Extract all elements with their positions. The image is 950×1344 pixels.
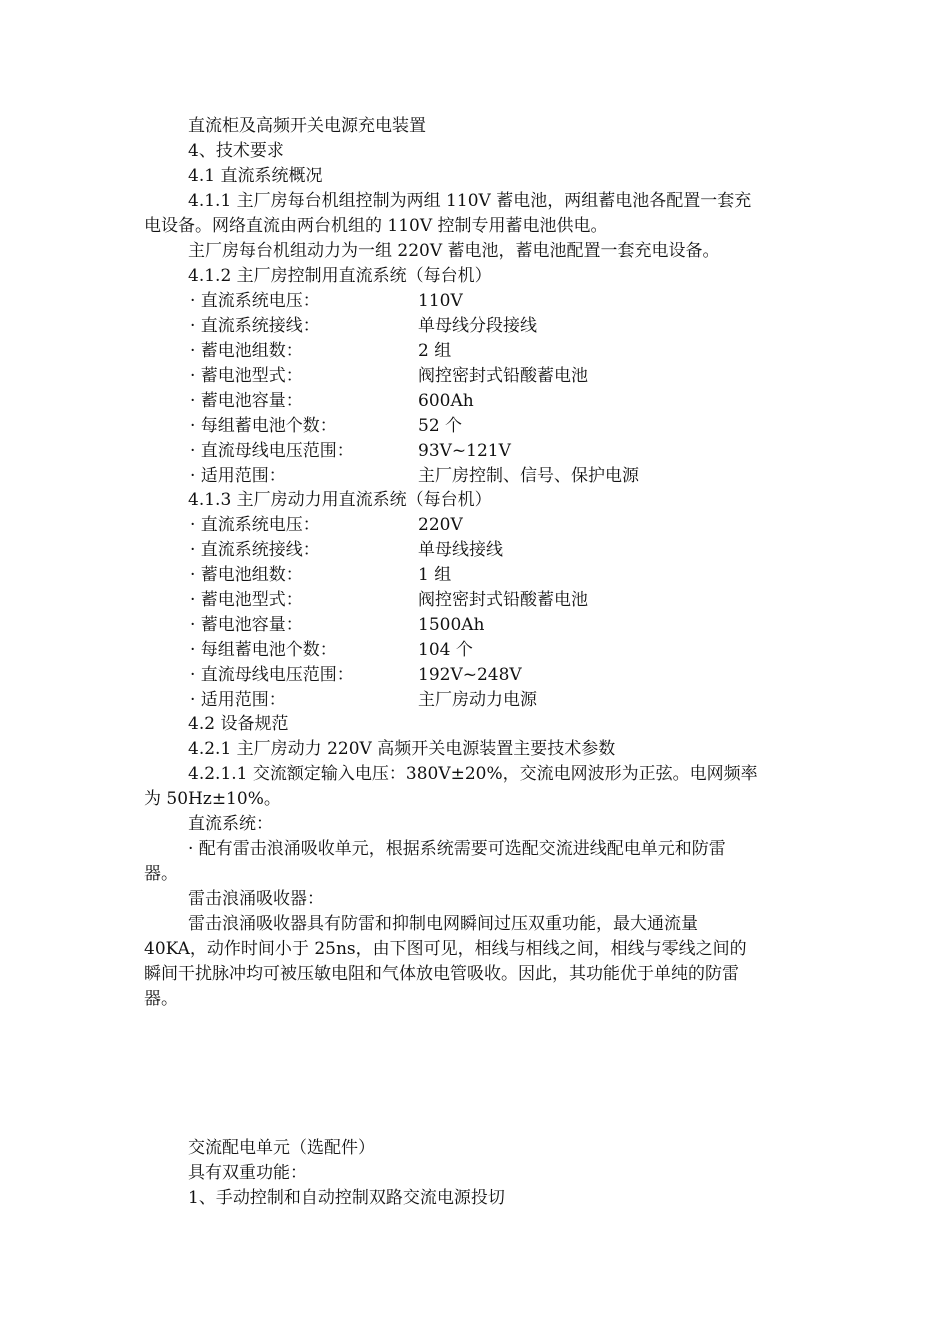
spec-value: 单母线分段接线 bbox=[418, 316, 537, 336]
spec-value: 192V~248V bbox=[418, 665, 522, 685]
ac-item-1: 1、手动控制和自动控制双路交流电源投切 bbox=[188, 1188, 505, 1208]
section-4-1-3-heading: 4.1.3 主厂房动力用直流系统（每台机） bbox=[188, 490, 492, 510]
surge-absorber-heading: 雷击浪涌吸收器： bbox=[188, 889, 324, 909]
section-4-2-1-heading: 4.2.1 主厂房动力 220V 高频开关电源装置主要技术参数 bbox=[188, 739, 616, 759]
para-4-2-1-1-line2: 为 50Hz±10%。 bbox=[144, 789, 281, 809]
spec-value: 阀控密封式铅酸蓄电池 bbox=[418, 366, 588, 386]
spec-label: · 直流母线电压范围： bbox=[190, 441, 354, 461]
para-4-1-1-line1: 4.1.1 主厂房每台机组控制为两组 110V 蓄电池，两组蓄电池各配置一套充 bbox=[188, 191, 752, 211]
spec-value: 单母线接线 bbox=[418, 540, 503, 560]
spec-value: 1 组 bbox=[418, 565, 452, 585]
spec-label: · 直流系统电压： bbox=[190, 515, 320, 535]
spec-label: · 直流母线电压范围： bbox=[190, 665, 354, 685]
spec-value: 600Ah bbox=[418, 391, 474, 411]
spec-value: 110V bbox=[418, 291, 463, 311]
surge-para-line3: 瞬间干扰脉冲均可被压敏电阻和气体放电管吸收。因此，其功能优于单纯的防雷 bbox=[144, 964, 739, 984]
doc-title: 直流柜及高频开关电源充电装置 bbox=[188, 116, 426, 136]
spec-label: · 蓄电池组数： bbox=[190, 565, 303, 585]
spec-label: · 适用范围： bbox=[190, 690, 286, 710]
spec-label: · 蓄电池型式： bbox=[190, 590, 303, 610]
surge-para-line1: 雷击浪涌吸收器具有防雷和抑制电网瞬间过压双重功能，最大通流量 bbox=[188, 914, 698, 934]
ac-dual-function: 具有双重功能： bbox=[188, 1163, 307, 1183]
spec-value: 220V bbox=[418, 515, 463, 535]
spec-label: · 蓄电池型式： bbox=[190, 366, 303, 386]
section-4-2-heading: 4.2 设备规范 bbox=[188, 714, 289, 734]
spec-value: 93V~121V bbox=[418, 441, 511, 461]
spec-label: · 直流系统接线： bbox=[190, 540, 320, 560]
spec-label: · 蓄电池容量： bbox=[190, 391, 303, 411]
spec-label: · 每组蓄电池个数： bbox=[190, 416, 337, 436]
spec-value: 主厂房控制、信号、保护电源 bbox=[418, 466, 639, 486]
spec-value: 阀控密封式铅酸蓄电池 bbox=[418, 590, 588, 610]
spec-value: 2 组 bbox=[418, 341, 452, 361]
spec-value: 主厂房动力电源 bbox=[418, 690, 537, 710]
spec-label: · 直流系统电压： bbox=[190, 291, 320, 311]
surge-para-line2: 40KA，动作时间小于 25ns，由下图可见，相线与相线之间，相线与零线之间的 bbox=[144, 939, 747, 959]
spec-value: 1500Ah bbox=[418, 615, 485, 635]
spec-label: · 蓄电池组数： bbox=[190, 341, 303, 361]
para-4-2-1-1-line1: 4.2.1.1 交流额定输入电压：380V±20%，交流电网波形为正弦。电网频率 bbox=[188, 764, 758, 784]
dc-system-bullet-line2: 器。 bbox=[144, 864, 178, 884]
para-4-1-1-line3: 主厂房每台机组动力为一组 220V 蓄电池，蓄电池配置一套充电设备。 bbox=[188, 241, 720, 261]
spec-label: · 直流系统接线： bbox=[190, 316, 320, 336]
section-4-heading: 4、技术要求 bbox=[188, 141, 284, 161]
dc-system-heading: 直流系统： bbox=[188, 814, 273, 834]
spec-label: · 每组蓄电池个数： bbox=[190, 640, 337, 660]
section-4-1-2-heading: 4.1.2 主厂房控制用直流系统（每台机） bbox=[188, 266, 492, 286]
dc-system-bullet-line1: · 配有雷击浪涌吸收单元，根据系统需要可选配交流进线配电单元和防雷 bbox=[188, 839, 726, 859]
para-4-1-1-line2: 电设备。网络直流由两台机组的 110V 控制专用蓄电池供电。 bbox=[144, 216, 608, 236]
spec-label: · 适用范围： bbox=[190, 466, 286, 486]
spec-label: · 蓄电池容量： bbox=[190, 615, 303, 635]
spec-value: 52 个 bbox=[418, 416, 463, 436]
ac-distribution-heading: 交流配电单元（选配件） bbox=[188, 1138, 375, 1158]
spec-value: 104 个 bbox=[418, 640, 473, 660]
surge-para-line4: 器。 bbox=[144, 989, 178, 1009]
section-4-1-heading: 4.1 直流系统概况 bbox=[188, 166, 323, 186]
